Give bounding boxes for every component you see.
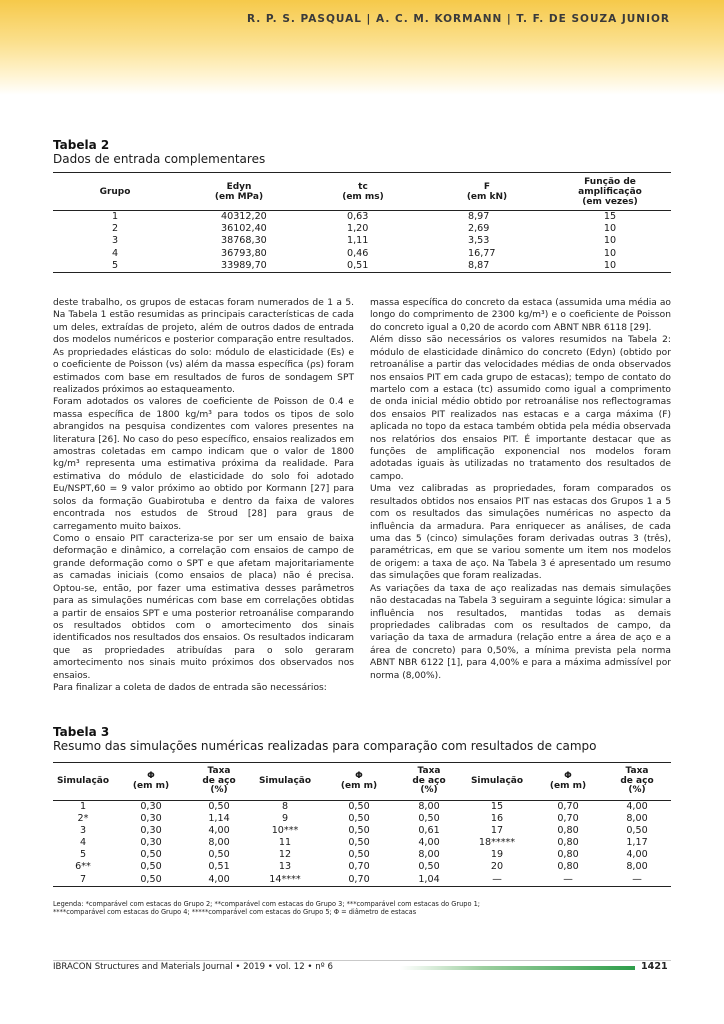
table3-cell: 8,00 [208,837,230,849]
table2-row [53,223,671,235]
table3-cell: 0,50 [140,861,162,873]
table3-cell: 8,00 [626,813,648,825]
table3-cell: 0,30 [140,825,162,837]
table3-cell: 4,00 [626,849,648,861]
table3-cell: 0,50 [208,849,230,861]
table3-cell: 8 [281,801,289,812]
table3-cell: 1,14 [208,813,230,825]
table3-cell: 15 [490,801,504,812]
table3-cell: 0,70 [348,861,370,873]
page-number: 1421 [641,961,668,972]
table3-cell: 0,50 [348,813,370,825]
table3-col-header: Φ (em m) [340,770,378,791]
table3-cell: 0,80 [557,837,579,849]
running-header-authors: R. P. S. PASQUAL | A. C. M. KORMANN | T. F. DE SOUZA JUNIOR [246,13,670,25]
table3-title: Tabela 3 [53,725,110,739]
footer-accent-bar [400,966,635,970]
table3-legend [53,900,671,917]
body-column-left [53,297,354,695]
table3-subtitle: Resumo das simulações numéricas realizadas para comparação com resultados de campo [53,739,597,753]
table3-cell: 11 [278,837,292,849]
table2-cell: 33989,70 [221,259,267,271]
table3-row [53,825,671,837]
table3-cell: 0,50 [626,825,648,837]
table3-cell: 1,17 [626,837,648,849]
table3-cell: 0,80 [557,825,579,837]
legend-line: ****comparável com estacas do Grupo 4; *****comparável com estacas do Grupo 5; Φ = diâmetro de estacas [53,908,417,917]
table3-cell: 0,30 [140,837,162,849]
footer-journal: IBRACON Structures and Materials Journal • 2019 • vol. 12 • nº 6 [53,962,333,972]
table3-col-header: Simulação [470,775,524,786]
table2-subtitle: Dados de entrada complementares [53,152,266,166]
table3-header-row [53,763,671,801]
table2-cell: 4 [111,247,119,259]
table3-cell: 0,70 [348,873,370,885]
table3-row [53,801,671,814]
table3-col-header: Φ (em m) [132,770,170,791]
table2-cell: 0,63 [347,211,369,222]
table3-cell: 7 [79,873,87,885]
table3-cell: 6** [75,861,91,873]
paragraph: Foram adotados os valores de coeficiente de Poisson de 0.4 e massa específica de 1800 kg/m³ para todos os tipos de solo abrangidos na pesquisa condizentes com valores presentes na literatura [26]. No caso do peso específico, ensaios realizados em amostras coletadas em campo indicam que o valor de 1800 kg/m³ representa uma estimativa próxima da realidade. Para estimativa do módulo de elasticidade do solo foi adotado Eu/NSPT,60 = 9 valor próximo ao obtido por Kormann [27] para solos da formação Guabirotuba e dentro da faixa de valores encontrada nos estudos de Stroud [28] para graus de carregamento muito baixos. [53,397,354,532]
table3-cell: 17 [490,825,504,837]
table3-cell: 0,50 [348,801,370,812]
table2-col-edyn: Edyn (em MPa) [214,181,264,202]
table3-cell: 4,00 [208,873,230,885]
paragraph: As variações da taxa de aço realizadas nas demais simulações não destacadas na Tabela 3 seguiram a seguinte lógica: simular a influência nos resultados, mantidas todas as demais propriedades calibradas com os resultados de campo, da variação da taxa de armadura (relação entre a área de aço e a área de concreto) para 0,50%, a mínima prevista pela norma ABNT NBR 6122 [1], para 4,00% e para a máxima admissível por norma (8,00%). [370,583,671,681]
table3-cell: 4,00 [418,837,440,849]
table3-cell: 4,00 [626,801,648,812]
table3-cell: 14**** [269,873,301,885]
table3-cell: 9 [281,813,289,825]
paragraph: Além disso são necessários os valores resumidos na Tabela 2: módulo de elasticidade dinâmico do concreto (Edyn) (obtido por retroanálise a partir das velocidades médias de onda observados nos ensaios PIT em cada grupo de estacas); tempo de contato do martelo com a estaca (tc) assumido como igual a comprimento de onda inicial médio obtido por retroanálise nos reflectogramas dos ensaios PIT realizados nas estacas e a carga máxima (F) aplicada no topo da estaca também obtida pela média observada nos relatórios dos ensaios PIT. É importante destacar que as funções de amplificação exponencial nos modelos foram adotadas iguais às utilizadas no tratamento dos resultados de campo. [370,335,671,482]
table3-row [53,874,671,887]
table3-cell: 4,00 [208,825,230,837]
table2-cell: 10 [603,223,617,235]
table2-cell: 10 [603,259,617,271]
table3-cell: 8,00 [418,849,440,861]
table3-cell: — [563,873,573,885]
table3-cell: 0,70 [557,813,579,825]
table2-row [53,211,671,224]
table3-cell: 5 [79,849,87,861]
table3-cell: 1,04 [418,873,440,885]
table3-cell: 0,50 [208,801,230,812]
table3-cell: 2* [77,813,89,825]
paragraph: massa específica do concreto da estaca (assumida uma média ao longo do comprimento de 2300 kg/m³) e o coeficiente de Poisson do concreto igual a 0,20 de acordo com ABNT NBR 6118 [29]. [370,298,671,333]
table2-title: Tabela 2 [53,138,110,152]
table3-col-header: Simulação [258,775,312,786]
table2-cell: 1,11 [347,235,369,247]
table3-cell: 0,50 [140,849,162,861]
table2-cell: 36102,40 [221,223,267,235]
table2-col-amplificacao: Função de amplificação (em vezes) [578,176,642,207]
table3-cell: 4 [79,837,87,849]
table3-cell: 0,50 [348,849,370,861]
paragraph: Como o ensaio PIT caracteriza-se por ser um ensaio de baixa deformação e dinâmico, a correlação com ensaios de campo de grande deformação como o SPT e que afetam majoritariamente as camadas iniciais (como ensaios de placa) não é precisa. Optou-se, então, por fazer uma estimativa desses parâmetros para as simulações numéricas com base em correlações obtidas a partir de ensaios SPT e uma posterior retroanálise comparando os resultados obtidos com o amortecimento dos sinais identificados nos resultados dos ensaios. Os resultados indicaram que as propriedades atribuídas para o solo geraram amortecimento nos sinais muito próximos dos observados nos ensaios. [53,534,354,681]
table3-cell: 0,80 [557,849,579,861]
table3-col-header: Simulação [56,775,110,786]
table3-cell: 0,61 [418,825,440,837]
table2-cell: 2,69 [468,223,490,235]
table3-col-header: Taxa de aço (%) [620,766,654,796]
table3-cell: 13 [278,861,292,873]
table2-cell: 10 [603,235,617,247]
table3-col-header: Taxa de aço (%) [412,766,446,796]
table3-cell: 1 [79,801,87,812]
table2-cell: 8,87 [468,259,490,271]
table3-cell: 0,51 [208,861,230,873]
table2-cell: 36793,80 [221,247,267,259]
footer-rule [53,960,671,961]
table2-col-grupo: Grupo [99,186,131,197]
table3-cell: 10*** [271,825,299,837]
table3-cell: 0,30 [140,801,162,812]
table2-cell: 3,53 [468,235,490,247]
table2-cell: 10 [603,247,617,259]
table2-col-f: F (em kN) [466,181,508,202]
table3-cell: 8,00 [626,861,648,873]
table2-row [53,248,671,260]
paragraph: deste trabalho, os grupos de estacas foram numerados de 1 a 5. Na Tabela 1 estão resumidas as principais características de cada um deles, extraídas de projeto, além de outros dados de entrada dos modelos numéricos e posterior comparação entre resultados. As propriedades elásticas do solo: módulo de elasticidade (Es) e o coeficiente de Poisson (νs) além da massa específica (ρs) foram estimados com base em resultados de furos de sondagem SPT realizados próximos ao estaqueamento. [53,298,354,395]
table3 [53,762,671,887]
table3-caption [53,725,596,753]
table2-cell: 8,97 [468,211,490,222]
table2-cell: 16,77 [468,247,496,259]
table3-cell: 0,50 [348,825,370,837]
table3-cell: 0,50 [418,861,440,873]
table2 [53,172,671,273]
table2-cell: 0,46 [347,247,369,259]
table2-cell: 0,51 [347,259,369,271]
table2-cell: 15 [603,211,617,222]
table2-col-tc: tc (em ms) [342,181,384,202]
table3-cell: 12 [278,849,292,861]
table3-cell: 20 [490,861,504,873]
table3-cell: 18***** [478,837,516,849]
table3-cell: 19 [490,849,504,861]
table3-row [53,813,671,825]
paragraph: Uma vez calibradas as propriedades, foram comparados os resultados obtidos nos ensaios PIT nas estacas dos Grupos 1 a 5 com os resultados das simulações numéricas no aspecto da influência da armadura. Para enriquecer as análises, de cada uma das 5 (cinco) simulações foram derivadas outras 3 (três), paramétricas, em que se variou somente um item nos modelos de origem: a taxa de aço. Na Tabela 3 é apresentado um resumo das simulações que foram realizadas. [370,484,671,582]
table2-row [53,260,671,273]
table2-cell: 3 [111,235,119,247]
table3-cell: 16 [490,813,504,825]
table3-cell: — [632,873,642,885]
table3-col-header: Φ (em m) [549,770,587,791]
body-column-right [370,297,671,682]
table2-cell: 38768,30 [221,235,267,247]
paragraph: Para finalizar a coleta de dados de entrada são necessários: [53,683,327,694]
table3-row [53,861,671,873]
table2-row [53,235,671,247]
table3-row [53,849,671,861]
table3-cell: 0,50 [140,873,162,885]
table3-cell: 0,30 [140,813,162,825]
table3-cell: 0,50 [348,837,370,849]
table3-row [53,837,671,849]
table3-cell: 0,80 [557,861,579,873]
table3-cell: 8,00 [418,801,440,812]
table2-cell: 2 [111,223,119,235]
table3-cell: 0,50 [418,813,440,825]
table2-cell: 5 [111,259,119,271]
table3-col-header: Taxa de aço (%) [202,766,236,796]
table2-cell: 40312,20 [221,211,267,222]
table3-cell: 0,70 [557,801,579,812]
table2-cell: 1 [111,211,119,222]
table2-caption [53,138,265,166]
table3-cell: 3 [79,825,87,837]
legend-line: Legenda: *comparável com estacas do Grupo 2; **comparável com estacas do Grupo 3; ***comparável com estacas do Grupo 1; [53,900,481,908]
table3-cell: — [492,873,502,885]
table2-header-row [53,173,671,211]
table2-cell: 1,20 [347,223,369,235]
